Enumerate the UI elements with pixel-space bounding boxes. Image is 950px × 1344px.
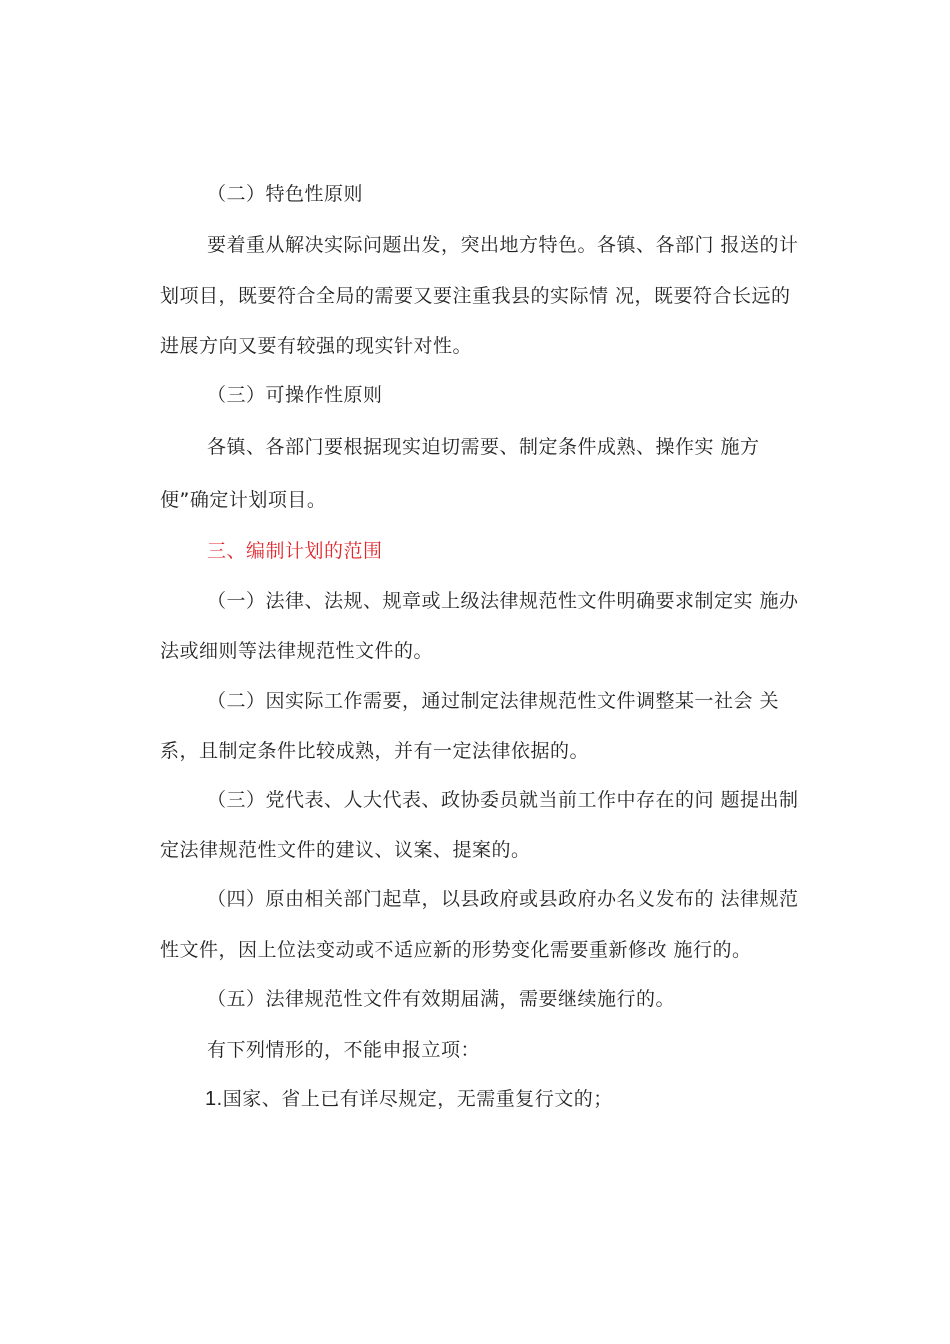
paragraph-line: 系，且制定条件比较成熟，并有一定法律依据的。 [160, 740, 590, 762]
paragraph-line: （四）原由相关部门起草，以县政府或县政府办名义发布的 法律规范 [207, 888, 799, 910]
paragraph-line: （三）党代表、人大代表、政协委员就当前工作中存在的问 题提出制 [207, 789, 799, 811]
paragraph-line: （一）法律、法规、规章或上级法律规范性文件明确要求制定实 施办 [207, 590, 799, 612]
paragraph-line: 各镇、各部门要根据现实迫切需要、制定条件成熟、操作实 施方 [207, 436, 760, 458]
paragraph-line: 定法律规范性文件的建议、议案、提案的。 [160, 839, 531, 861]
paragraph-line: 进展方向又要有较强的现实针对性。 [160, 335, 473, 357]
list-item [205, 1087, 613, 1111]
list-item-text: 国家、省上已有详尽规定，无需重复行文的； [222, 1088, 613, 1110]
subheading-operable-principle: （三）可操作性原则 [207, 384, 383, 406]
paragraph-line: 性文件，因上位法变动或不适应新的形势变化需要重新修改 施行的。 [160, 939, 752, 961]
paragraph-line: 要着重从解决实际问题出发，突出地方特色。各镇、各部门 报送的计 [207, 234, 799, 256]
section-heading-scope: 三、编制计划的范围 [207, 540, 383, 562]
paragraph-line: 划项目，既要符合全局的需要又要注重我县的实际情 况，既要符合长远的 [160, 285, 791, 307]
paragraph-line: 法或细则等法律规范性文件的。 [160, 640, 434, 662]
exclusion-intro: 有下列情形的，不能申报立项： [207, 1039, 481, 1061]
paragraph-line: 便”确定计划项目。 [160, 489, 327, 511]
paragraph-line: （二）因实际工作需要，通过制定法律规范性文件调整某一社会 关 [207, 690, 780, 712]
paragraph-line: （五）法律规范性文件有效期届满，需要继续施行的。 [207, 988, 676, 1010]
list-item-number: 1. [205, 1088, 223, 1110]
subheading-special-principle: （二）特色性原则 [207, 183, 364, 205]
